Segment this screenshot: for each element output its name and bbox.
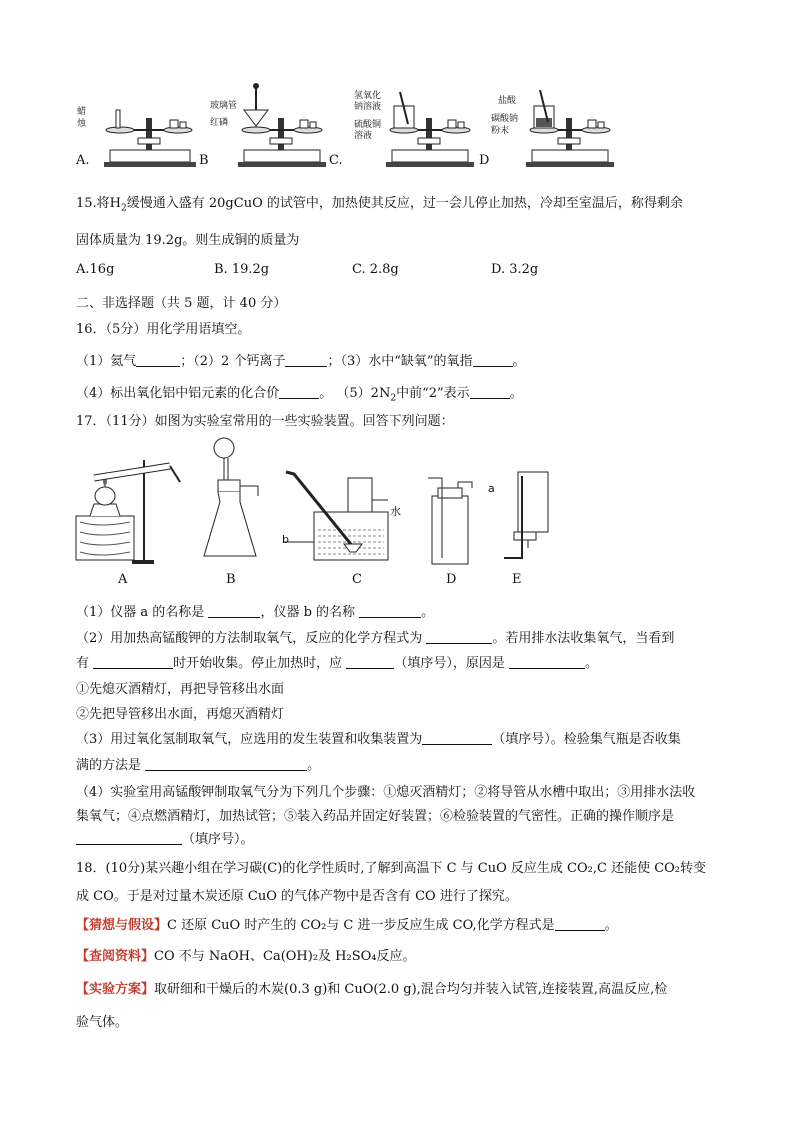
q17-blank-6[interactable]	[509, 654, 585, 669]
balance-a-image	[92, 100, 202, 168]
q17-p4-line1: （4）实验室用高锰酸钾制取氧气分为下列几个步骤：①熄灭酒精灯；②将导管从水槽中取出；③用排水法收	[76, 785, 696, 800]
q16-blank-5[interactable]	[470, 384, 510, 399]
balance-d-label3: 粉末	[491, 126, 510, 136]
apparatus-c-image	[284, 470, 394, 564]
balance-c-label4: 溶液	[354, 131, 373, 141]
balance-b-label1: 玻璃管	[210, 101, 238, 111]
q18-line1: 18．(10分)某兴趣小组在学习碳(C)的化学性质时,了解到高温下 C 与 CuO 反应生成 CO₂,C 还能使 CO₂转变	[76, 861, 707, 876]
q16-blank-1[interactable]	[136, 352, 180, 367]
q16-title: 16．（5分）用化学用语填空。	[76, 322, 251, 337]
q18-hypothesis-tag: 【猜想与假设】	[76, 918, 168, 933]
q16-blank-2[interactable]	[285, 352, 327, 367]
q17-p2-a: （2）用加热高锰酸钾的方法制取氧气，反应的化学方程式为	[76, 631, 423, 646]
q17-blank-9[interactable]	[76, 830, 182, 845]
q17-blank-8[interactable]	[145, 756, 307, 771]
option-d-label: D	[479, 153, 490, 168]
balance-a-label1: 蜡	[77, 107, 87, 117]
q18-blank-1[interactable]	[555, 916, 605, 931]
q17-title: 17．（11分）如图为实验室常用的一些实验装置。回答下列问题：	[76, 414, 454, 429]
balance-d-image	[518, 84, 618, 168]
apparatus-a-image	[72, 456, 184, 568]
q17-option-2: ②先把导管移出水面，再熄灭酒精灯	[76, 707, 285, 722]
q17-blank-4[interactable]	[93, 654, 173, 669]
q17-blank-1[interactable]	[208, 603, 260, 618]
q18-plan	[76, 978, 667, 997]
q17-p3-c: 满的方法是	[76, 758, 142, 773]
q16-l2-a: （4）标出氧化铝中铝元素的化合价	[76, 386, 280, 401]
q15-line1	[76, 192, 683, 214]
balance-c-label3: 硫酸铜	[354, 120, 382, 130]
q15-option-d: D. 3.2g	[491, 262, 539, 277]
label-b: b	[282, 533, 289, 546]
q17-p3-line1	[76, 728, 681, 747]
q15-option-c: C. 2.8g	[352, 262, 399, 277]
q16-blank-3[interactable]	[473, 352, 513, 367]
apparatus-c-caption: C	[352, 572, 362, 587]
balance-b-label2: 红磷	[210, 118, 229, 128]
q17-blank-2[interactable]	[359, 603, 421, 618]
q16-l1-b: ；（2）2 个钙离子	[180, 354, 286, 369]
q17-p1-a: （1）仪器 a 的名称是	[76, 605, 205, 620]
q17-p3-b: （填序号）。检验集气瓶是否收集	[492, 732, 681, 747]
q16-l1-c: ；（3）水中“缺氧”的氧指	[327, 354, 473, 369]
q17-p2-line1	[76, 627, 674, 646]
q17-blank-5[interactable]	[346, 654, 394, 669]
q16-l2-b: 。 （5）2N	[319, 386, 391, 401]
q15-text-b: 缓慢通入盛有 20gCuO 的试管中，加热使其反应，过一会儿停止加热，冷却至室温后，称得剩余	[126, 196, 683, 211]
q17-p3-line2	[76, 754, 320, 773]
q17-p2-d: 时开始收集。停止加热时，应	[173, 656, 343, 671]
q18-plan-tag: 【实验方案】	[76, 982, 155, 997]
apparatus-b-image	[200, 436, 262, 564]
q17-p4-c: （填序号）。	[182, 832, 254, 847]
q18-plan-line2: 验气体。	[76, 1015, 129, 1030]
apparatus-e-caption: E	[512, 572, 522, 587]
apparatus-a-caption: A	[118, 572, 128, 587]
q17-p1	[76, 601, 434, 620]
q18-reference-tag: 【查阅资料】	[76, 949, 155, 964]
q17-p1-c: 。	[421, 605, 435, 620]
q17-p2-b: 。若用排水法收集氧气，当看到	[492, 631, 675, 646]
balance-d-label2: 碳酸钠	[491, 114, 519, 124]
q17-p4-line2: 集氧气；④点燃酒精灯，加热试管；⑤装入药品并固定好装置；⑥检验装置的气密性。正确的操作顺序是	[76, 809, 675, 824]
label-a: a	[488, 482, 495, 495]
balance-c-image	[378, 84, 478, 168]
q17-p2-e: （填序号），原因是	[394, 656, 505, 671]
q18-reference	[76, 945, 416, 964]
balance-d-label1: 盐酸	[498, 96, 517, 106]
apparatus-b-caption: B	[226, 572, 236, 587]
q17-p2-line2	[76, 652, 598, 671]
q16-l2-c: 中前“2”表示	[396, 386, 470, 401]
q16-l1-d: 。	[512, 354, 526, 369]
q18-reference-text: CO 不与 NaOH、Ca(OH)₂及 H₂SO₄反应。	[154, 949, 416, 964]
q17-p4-line3	[76, 828, 254, 847]
q18-plan-text: 取研细和干燥后的木炭(0.3 g)和 CuO(2.0 g),混合均匀并装入试管,连接装置,高温反应,检	[154, 982, 668, 997]
q16-blank-4[interactable]	[279, 384, 319, 399]
q15-option-b: B. 19.2g	[214, 262, 270, 277]
q15-option-a: A.16g	[76, 262, 115, 277]
q15-text-a: 15.将H	[76, 196, 122, 211]
balance-c-label2: 钠溶液	[354, 102, 382, 112]
q18-hypothesis-text: C 还原 CuO 时产生的 CO₂与 C 进一步反应生成 CO,化学方程式是	[167, 918, 555, 933]
apparatus-d-caption: D	[446, 572, 457, 587]
q15-sub: 2	[121, 203, 127, 214]
q17-p2-f: 。	[584, 656, 598, 671]
option-c-label: C.	[329, 153, 343, 168]
section-heading: 二、非选择题（共 5 题，计 40 分）	[76, 296, 287, 311]
q16-l2-sub: 2	[390, 393, 397, 404]
option-b-label: B	[199, 153, 209, 168]
q17-blank-3[interactable]	[426, 629, 492, 644]
balance-b-image	[230, 82, 330, 168]
balance-a-label2: 烛	[77, 119, 87, 129]
q15-line2: 固体质量为 19.2g。则生成铜的质量为	[76, 233, 300, 248]
apparatus-e-image	[498, 468, 554, 568]
apparatus-d-image	[424, 474, 476, 568]
option-a-label: A.	[76, 153, 90, 168]
q17-p1-b: ，仪器 b 的名称	[260, 605, 356, 620]
label-water: 水	[390, 505, 401, 518]
q18-hypothesis	[76, 914, 618, 933]
q17-p2-c: 有	[76, 656, 90, 671]
q17-blank-7[interactable]	[422, 730, 492, 745]
q17-p3-a: （3）用过氧化氢制取氧气，应选用的发生装置和收集装置为	[76, 732, 423, 747]
q18-hypothesis-end: 。	[604, 918, 618, 933]
q16-line2	[76, 382, 523, 404]
q16-l1-a: （1）氦气	[76, 354, 137, 369]
q18-line2: 成 CO。于是对过量木炭还原 CuO 的气体产物中是否含有 CO 进行了探究。	[76, 889, 518, 904]
q16-line1	[76, 350, 526, 369]
balance-c-label1: 氢氧化	[354, 91, 382, 101]
q16-l2-d: 。	[509, 386, 523, 401]
q17-option-1: ①先熄灭酒精灯，再把导管移出水面	[76, 682, 285, 697]
q17-p3-d: 。	[307, 758, 321, 773]
